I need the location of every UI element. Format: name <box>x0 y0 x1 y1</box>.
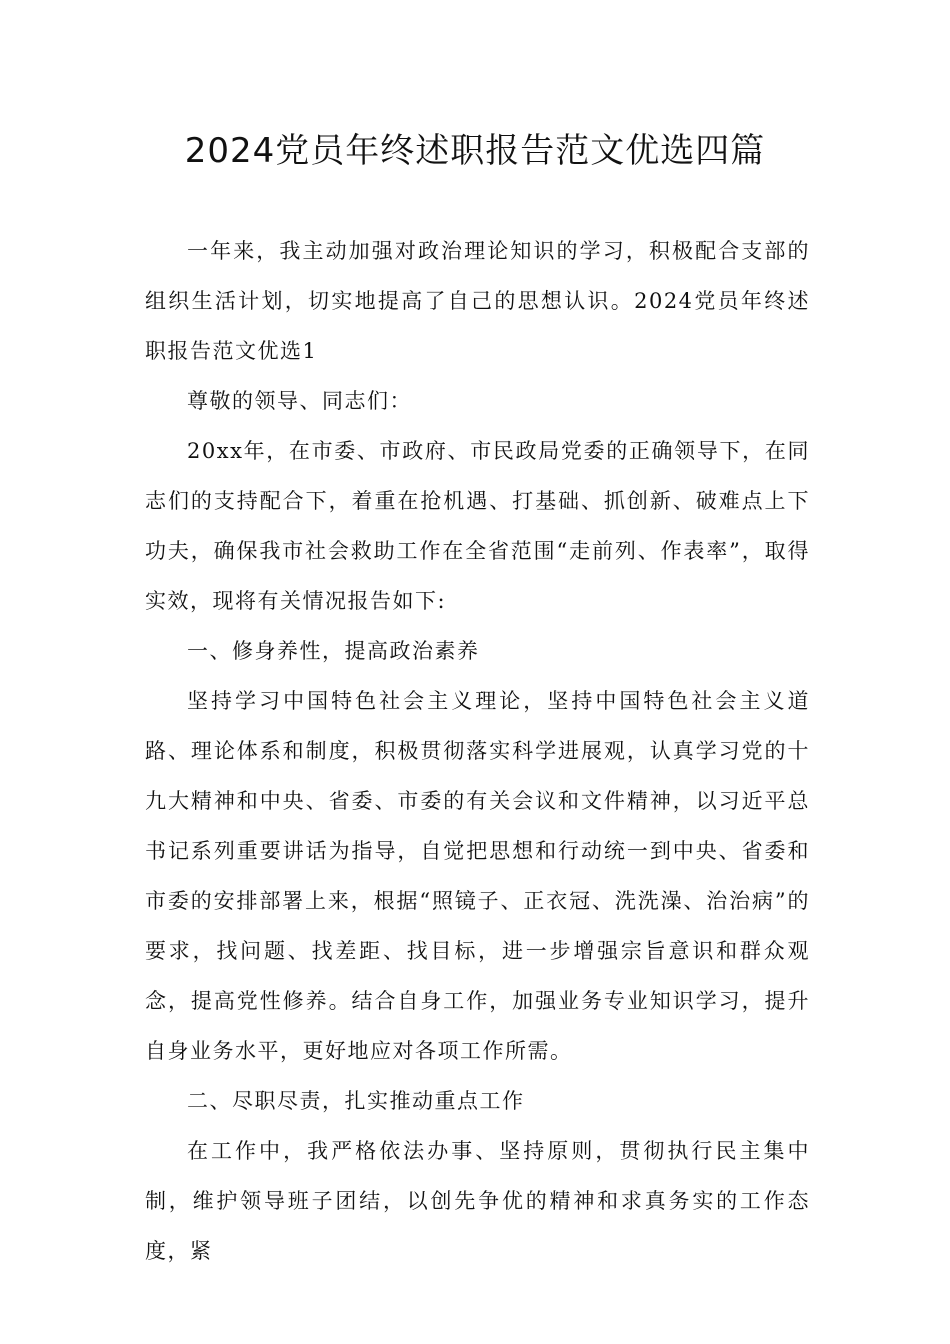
paragraph-salutation: 尊敬的领导、同志们： <box>187 389 412 413</box>
section-heading-1: 一、修身养性，提高政治素养 <box>187 639 480 663</box>
paragraph-section-1: 坚持学习中国特色社会主义理论，坚持中国特色社会主义道路、理论体系和制度，积极贯彻落实科学进展观，认真学习党的十九大精神和中央、省委、市委的有关会议和文件精神，以习近平总书记系列重要讲话为指导，自觉把思想和行动统一到中央、省委和市委的安排部署上来，根据“照镜子、正衣冠、洗洗澡、治治病”的要求，找问题、找差距、找目标，进一步增强宗旨意识和群众观念，提高党性修养。结合自身工作，加强业务专业知识学习，提升自身业务水平，更好地应对各项工作所需。 <box>145 689 810 1063</box>
section-heading-2: 二、尽职尽责，扎实推动重点工作 <box>187 1089 525 1113</box>
paragraph-overview: 20xx年，在市委、市政府、市民政局党委的正确领导下，在同志们的支持配合下，着重在抢机遇、打基础、抓创新、破难点上下功夫，确保我市社会救助工作在全省范围“走前列、作表率”，取得实效，现将有关情况报告如下: <box>145 439 810 613</box>
paragraph-intro: 一年来，我主动加强对政治理论知识的学习，积极配合支部的组织生活计划，切实地提高了自己的思想认识。2024党员年终述职报告范文优选1 <box>145 239 810 363</box>
document-title: 2024党员年终述职报告范文优选四篇 <box>184 131 766 171</box>
document-body <box>145 226 810 1276</box>
paragraph-section-2: 在工作中，我严格依法办事、坚持原则，贯彻执行民主集中制，维护领导班子团结，以创先争优的精神和求真务实的工作态度，紧 <box>145 1139 810 1263</box>
